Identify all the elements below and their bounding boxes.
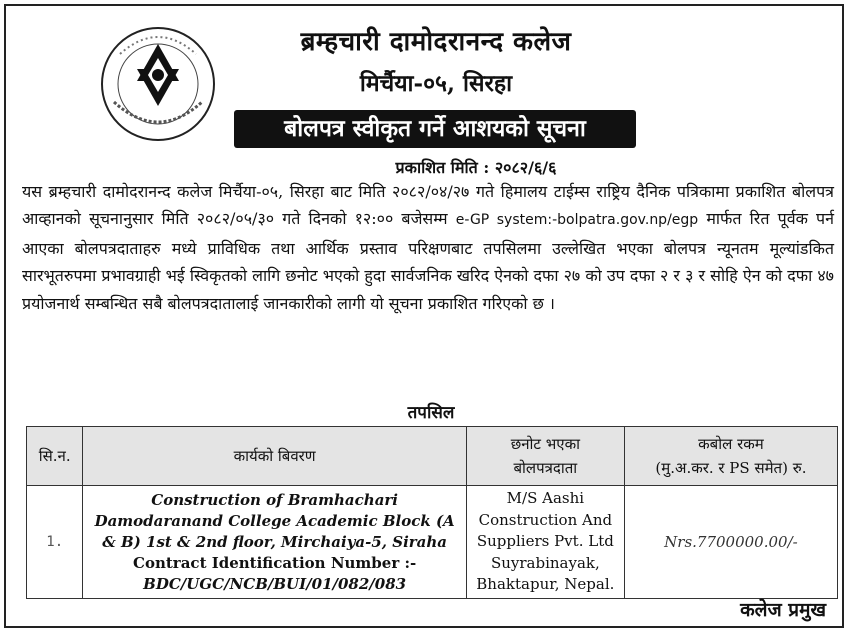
row-description-contract-label: Contract Identification Number :- [133,553,417,572]
bidder-address-line1: Suyrabinayak, [490,553,600,572]
bidder-address-line2: Bhaktapur, Nepal. [476,575,615,594]
notice-title: बोलपत्र स्वीकृत गर्ने आशयको सूचना [234,110,636,148]
row-contract-id: BDC/UGC/NCB/BUI/01/082/083 [143,574,407,593]
row-description-work: Construction of Bramhachari Damodaranand College Academic Block (A & B) 1st & 2nd floor, Mirchaiya-5, Siraha [94,490,455,551]
notice-body [22,178,834,317]
row-description [83,486,466,599]
body-part-1: यस ब्रम्हचारी दामोदरानन्द कलेज मिर्चैया-०५, सिरहा बाट मिति २०८२/०४/२७ गते हिमालय टाईम्स राष्ट्रिय दैनिक पत्रिकामा प्रकाशित बोलपत्र आव्हानको सूचनानुसार मिति २०८२/०५/३० गते दिनको १२:०० बजेसम्म [22,182,834,229]
publication-date: प्रकाशित मिति : २०८२/६/६ [395,158,557,177]
col-header-description: कार्यको बिवरण [83,427,466,486]
college-name: ब्रम्हचारी दामोदरानन्द कलेज [300,27,572,57]
col-header-amount-line1: कबोल रकम [698,435,764,453]
schedule-heading: तपसिल [407,403,455,423]
college-address: मिर्चैया-०५, सिरहा [359,70,513,97]
bidder-name-line3: Suppliers Pvt. Ltd [476,532,614,551]
contract-table [26,426,838,599]
table-row [27,486,838,599]
col-header-amount [624,427,837,486]
notice-frame [4,4,844,628]
col-header-bidder [466,427,624,486]
row-amount: Nrs.7700000.00/- [624,486,837,599]
body-part-2: मार्फत रित पूर्वक पर्न आएका बोलपत्रदाताहरु मध्ये प्राविधिक तथा आर्थिक प्रस्ताव परिक्षणबाट तपसिलमा उल्लेखित भएका बोलपत्र न्यूनतम मूल्यांडकित सारभूतरुपमा प्रभावग्राही भई स्विकृतको लागि छनोट भएको हुदा सार्वजनिक खरिद ऐनको दफा २७ को उप दफा २ र ३ र सोहि ऐन को दफा ४७ प्रयोजनार्थ सम्बन्धित सबै बोलपत्रदातालाई जानकारीको लागी यो सूचना प्रकाशित गरिएको छ । [22,209,835,313]
col-header-bidder-line1: छनोट भएका [510,435,580,453]
col-header-sn: सि.न. [27,427,83,486]
college-seal-logo [98,24,218,144]
signatory: कलेज प्रमुख [740,599,826,621]
col-header-amount-line2: (मु.अ.कर. र PS समेत) रु. [655,459,807,477]
bidder-name-line2: Construction And [478,510,613,529]
egp-system-text: e-GP system:-bolpatra.gov.np/egp [455,212,699,229]
col-header-bidder-line2: बोलपत्रदाता [513,459,578,477]
bidder-name-line1: M/S Aashi [506,489,585,508]
row-bidder [466,486,624,599]
table-header-row [27,427,838,486]
row-sn: 1. [27,486,83,599]
